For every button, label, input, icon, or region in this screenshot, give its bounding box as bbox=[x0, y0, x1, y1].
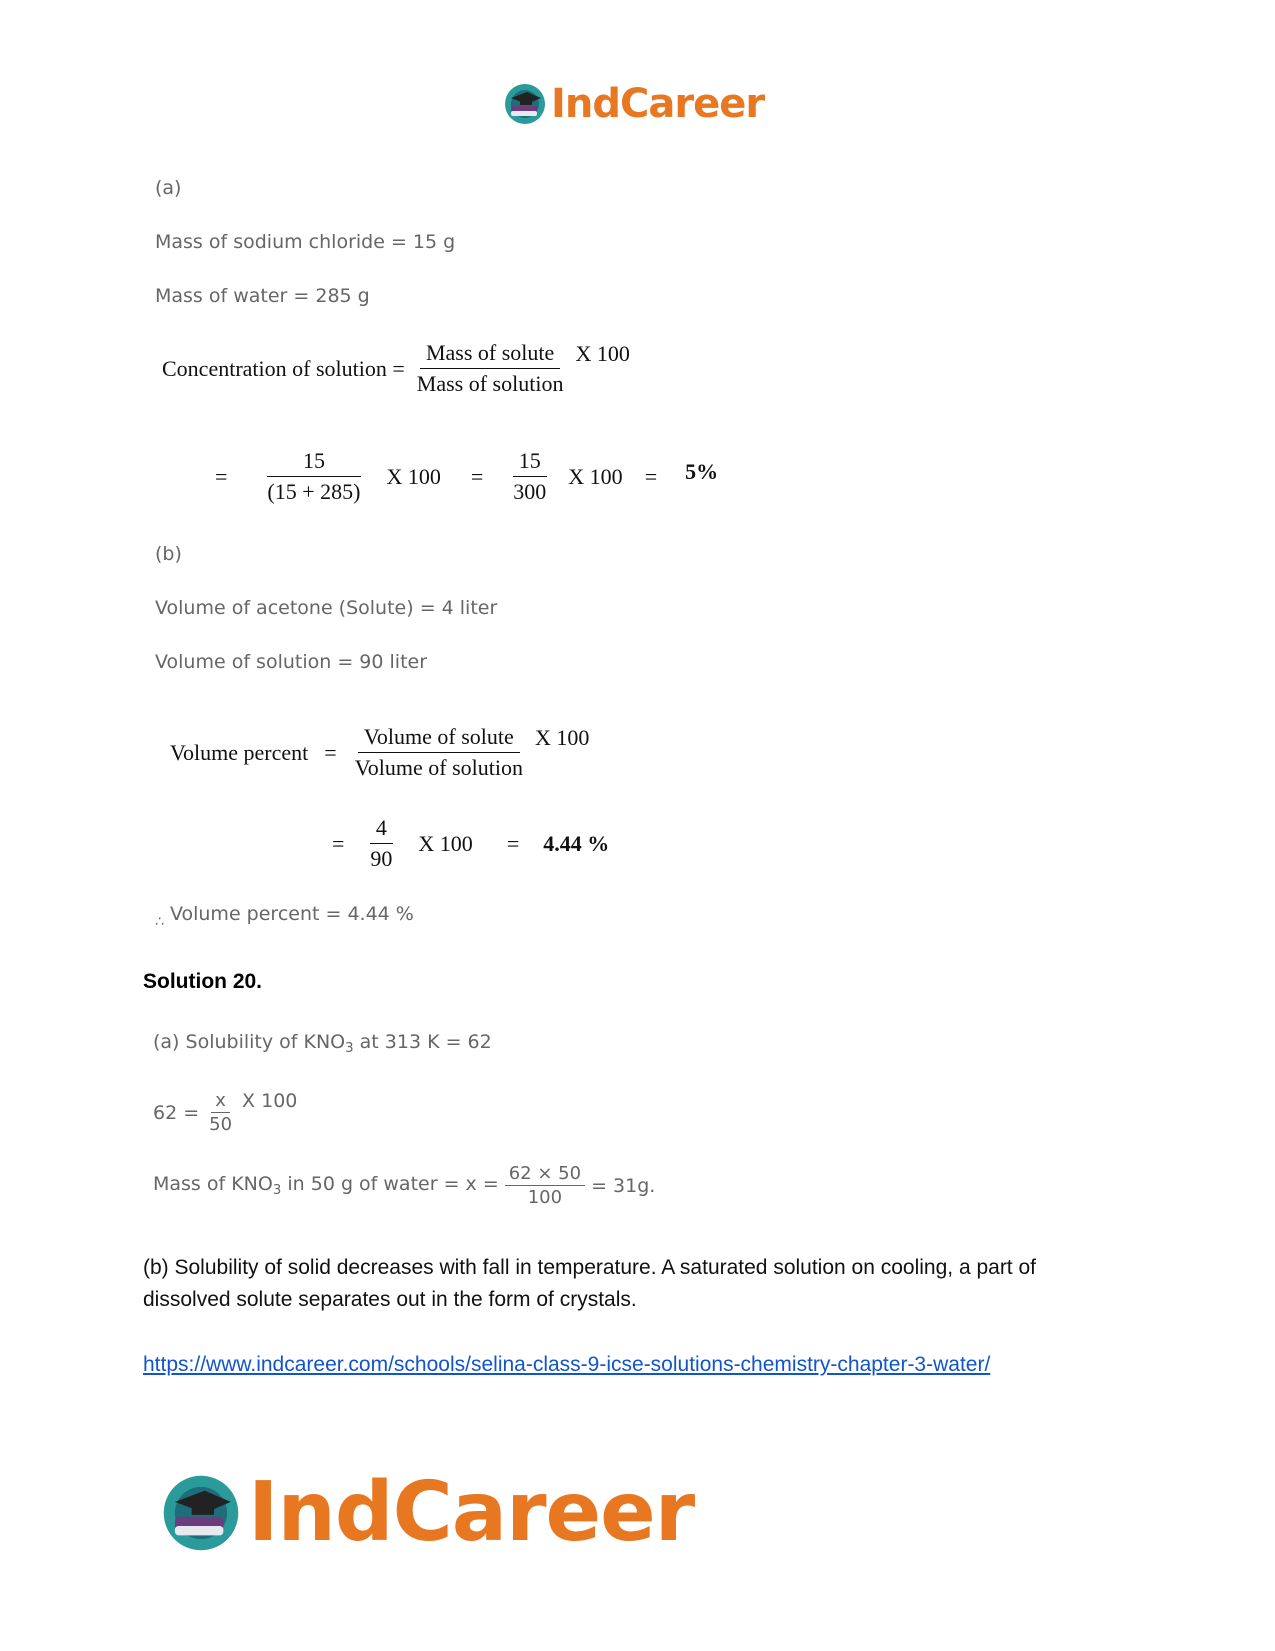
subscript-3: 3 bbox=[272, 1183, 282, 1198]
fraction-denominator: Volume of solution bbox=[354, 755, 523, 780]
part-a-line-mass-nacl: Mass of sodium chloride = 15 g bbox=[155, 231, 456, 253]
concentration-calculation bbox=[215, 448, 718, 505]
calc-equals-2: = bbox=[506, 830, 520, 856]
equation-denominator: 50 bbox=[209, 1114, 233, 1135]
calc-fraction-2 bbox=[507, 448, 552, 505]
conclusion-text: Volume percent = 4.44 % bbox=[169, 903, 414, 925]
graduation-cap-book-icon bbox=[503, 82, 547, 126]
calc-equals-1: = bbox=[332, 830, 345, 856]
mass-suffix: in 50 g of water = x = bbox=[281, 1173, 499, 1195]
formula-fraction bbox=[411, 340, 570, 397]
solubility-suffix: at 313 K = 62 bbox=[353, 1031, 492, 1053]
mass-text bbox=[153, 1173, 499, 1198]
mass-numerator: 62 × 50 bbox=[505, 1163, 585, 1186]
part-b-line-volume-acetone: Volume of acetone (Solute) = 4 liter bbox=[155, 597, 498, 619]
part-b-explanation: (b) Solubility of solid decreases with fall in temperature. A saturated solution on cooling, a part of dissolved solute separates out in the form of crystals. bbox=[143, 1256, 1036, 1311]
equation-times: X 100 bbox=[242, 1089, 298, 1112]
part-a-line-mass-water: Mass of water = 285 g bbox=[155, 285, 370, 307]
fraction-numerator: Volume of solute bbox=[358, 724, 520, 753]
calc-equals-3: = bbox=[644, 463, 658, 489]
concentration-formula bbox=[162, 340, 630, 397]
therefore-symbol: ∴ bbox=[155, 914, 164, 930]
part-b-line-volume-solution: Volume of solution = 90 liter bbox=[155, 651, 428, 673]
subscript-3: 3 bbox=[345, 1041, 354, 1056]
equation-numerator: x bbox=[211, 1090, 230, 1113]
mass-result: = 31g. bbox=[591, 1174, 656, 1197]
calc-times: X 100 bbox=[418, 830, 473, 856]
calc-fraction bbox=[364, 815, 398, 872]
formula-lhs: Concentration of solution = bbox=[162, 355, 405, 381]
mass-kno3-line bbox=[153, 1163, 655, 1208]
calc-denominator: 90 bbox=[370, 846, 393, 871]
logo-wordmark: IndCareer bbox=[551, 81, 765, 127]
fraction-denominator: Mass of solution bbox=[416, 371, 564, 396]
formula-equals: = bbox=[324, 739, 337, 765]
solubility-kno3-line bbox=[153, 1031, 492, 1056]
formula-lhs: Volume percent bbox=[170, 739, 309, 765]
formula-times: X 100 bbox=[575, 340, 630, 366]
mass-fraction bbox=[505, 1163, 585, 1208]
calc-times-2: X 100 bbox=[568, 463, 623, 489]
formula-times: X 100 bbox=[534, 724, 590, 750]
calc-equals-1: = bbox=[215, 463, 228, 489]
therefore-line bbox=[155, 903, 414, 930]
calc-times-1: X 100 bbox=[386, 463, 441, 489]
mass-denominator: 100 bbox=[527, 1187, 563, 1208]
indcareer-logo-top bbox=[503, 78, 764, 130]
volume-percent-formula bbox=[170, 724, 589, 781]
part-a-label: (a) bbox=[155, 177, 182, 199]
formula-fraction bbox=[349, 724, 529, 781]
mass-prefix: Mass of KNO bbox=[153, 1173, 273, 1195]
equation-lhs: 62 = bbox=[153, 1101, 200, 1124]
calc-equals-2: = bbox=[470, 463, 484, 489]
calc-numerator-1: 15 bbox=[267, 448, 361, 477]
indcareer-logo-bottom bbox=[160, 1465, 694, 1560]
calc-denominator-1: (15 + 285) bbox=[267, 479, 361, 504]
logo-wordmark: IndCareer bbox=[248, 1465, 695, 1560]
calc-result: 5% bbox=[685, 458, 719, 484]
calc-fraction-1 bbox=[261, 448, 366, 505]
equation-62 bbox=[153, 1090, 297, 1135]
volume-percent-calculation bbox=[332, 815, 609, 872]
source-link[interactable]: https://www.indcareer.com/schools/selina-class-9-icse-solutions-chemistry-chapter-3-water/ bbox=[143, 1353, 991, 1376]
calc-denominator-2: 300 bbox=[513, 479, 547, 504]
calc-numerator-2: 15 bbox=[513, 448, 547, 477]
equation-fraction bbox=[205, 1090, 236, 1135]
graduation-cap-book-icon bbox=[160, 1472, 242, 1554]
part-b-label: (b) bbox=[155, 543, 182, 565]
solubility-prefix: (a) Solubility of KNO bbox=[153, 1031, 346, 1053]
calc-result: 4.44 % bbox=[543, 830, 610, 856]
calc-numerator: 4 bbox=[370, 815, 393, 844]
fraction-numerator: Mass of solute bbox=[420, 340, 560, 369]
solution-20-heading: Solution 20. bbox=[143, 970, 263, 993]
